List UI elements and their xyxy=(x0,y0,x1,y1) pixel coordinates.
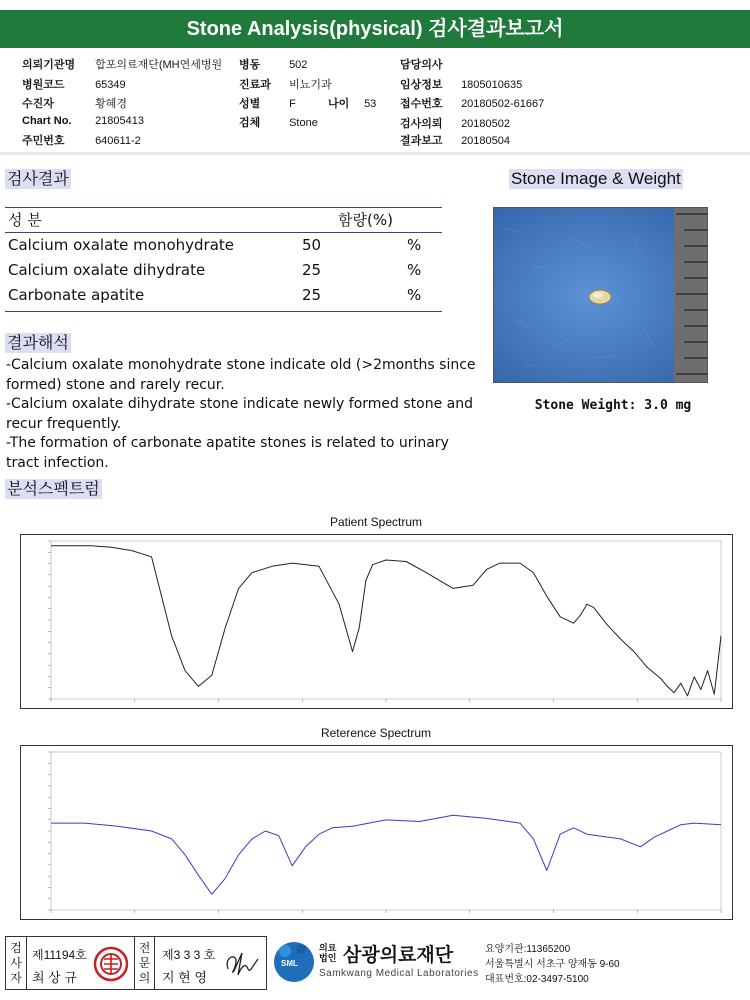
info-doctor xyxy=(400,56,459,72)
patient-spectrum-title: Patient Spectrum xyxy=(329,515,423,529)
signature-box xyxy=(5,936,267,990)
component-value: 50 xyxy=(302,236,322,254)
component-unit: % xyxy=(407,286,422,304)
table-bottom-rule xyxy=(5,311,442,312)
info-label: 결과보고 xyxy=(400,135,443,147)
org-phone: 대표번호:02-3497-5100 xyxy=(485,974,589,985)
info-clinical xyxy=(400,76,522,92)
interpretation-line: -The formation of carbonate apatite stones is related to urinary tract infection. xyxy=(6,435,449,471)
col-amount-header: 함량(%) xyxy=(338,211,393,229)
stone-photo xyxy=(493,207,708,383)
stone-image-heading: Stone Image & Weight xyxy=(511,169,681,188)
interpretation-heading: 결과해석 xyxy=(7,333,69,352)
info-label: 담당의사 xyxy=(400,59,443,71)
reference-spectrum-title: Reterence Spectrum xyxy=(320,726,432,740)
info-specimen xyxy=(239,114,318,130)
interpretation-text xyxy=(6,356,476,473)
stone-weight: Stone Weight: 3.0 mg xyxy=(534,398,692,413)
info-value: 20180502 xyxy=(461,118,511,130)
org-code: 요양기관:11365200 xyxy=(485,944,571,955)
info-ward xyxy=(239,56,307,72)
info-patient xyxy=(22,95,127,111)
interpretation-line: -Calcium oxalate monohydrate stone indicate old (>2months since formed) stone and rarely recur. xyxy=(6,357,476,393)
info-label: 수진자 xyxy=(22,98,54,110)
org-prefix: 의료법인 xyxy=(319,943,337,963)
info-sex xyxy=(239,95,296,111)
tester-license: 제11194호 xyxy=(32,948,87,962)
report-title: Stone Analysis(physical) 검사결과보고서 xyxy=(0,10,750,48)
info-value: Stone xyxy=(289,117,318,129)
component-name: Calcium oxalate monohydrate xyxy=(8,236,235,254)
info-value: 1805010635 xyxy=(461,79,523,91)
info-value: 20180502-61667 xyxy=(461,98,545,110)
info-label: 의뢰기관명 xyxy=(22,59,76,71)
info-label: 임상정보 xyxy=(400,79,443,91)
reference-spectrum-svg xyxy=(21,746,732,919)
info-label: 병동 xyxy=(239,59,261,71)
info-value: 합포의료재단(MH연세병원 xyxy=(95,59,223,71)
spectrum-heading: 분석스펙트럼 xyxy=(7,479,100,498)
info-chart-no xyxy=(22,115,144,127)
info-value: 비뇨기과 xyxy=(289,79,332,91)
table-top-rule xyxy=(5,207,442,208)
info-label: Chart No. xyxy=(22,115,72,127)
tester-seal-icon xyxy=(92,945,130,983)
info-label: 병원코드 xyxy=(22,79,65,91)
info-label: 나이 xyxy=(328,98,350,110)
footer xyxy=(0,935,750,995)
patient-spectrum-chart xyxy=(20,534,733,709)
info-request-date xyxy=(400,115,510,131)
specialist-signature-icon xyxy=(222,947,264,981)
org-english: Samkwang Medical Laboratories xyxy=(319,968,479,979)
tester-label: 검사자 xyxy=(6,937,27,989)
specialist-label: 전문의 xyxy=(134,937,155,989)
patient-spectrum-svg xyxy=(21,535,732,708)
component-value: 25 xyxy=(302,286,322,304)
reference-spectrum-chart xyxy=(20,745,733,920)
col-component-header: 성 분 xyxy=(8,211,42,229)
specialist-license: 제3 3 3 호 xyxy=(162,948,216,962)
table-header-rule xyxy=(5,232,442,233)
info-value: 502 xyxy=(289,59,308,71)
spectrum-line xyxy=(51,546,721,696)
info-value: 20180504 xyxy=(461,135,511,147)
info-report-date xyxy=(400,132,510,148)
component-name: Calcium oxalate dihydrate xyxy=(8,261,206,279)
plot-frame xyxy=(51,541,721,699)
info-label: 진료과 xyxy=(239,79,271,91)
info-label: 주민번호 xyxy=(22,135,65,147)
info-age xyxy=(328,95,376,111)
component-name: Carbonate apatite xyxy=(8,286,145,304)
spectrum-line xyxy=(51,815,721,894)
info-value: 65349 xyxy=(95,79,126,91)
org-address: 서울특별시 서초구 양재동 9-60 xyxy=(485,959,620,970)
info-receipt xyxy=(400,95,544,111)
info-hospital-code xyxy=(22,76,126,92)
info-label: 검사의뢰 xyxy=(400,118,443,130)
component-unit: % xyxy=(407,261,422,279)
info-value: 640611-2 xyxy=(95,135,141,147)
info-resident-no xyxy=(22,132,141,148)
info-value: 21805413 xyxy=(95,115,145,127)
sml-logo-text: SML xyxy=(281,959,298,968)
info-value: 황혜경 xyxy=(95,98,127,110)
info-label: 검체 xyxy=(239,117,261,129)
stone-photo-graphic xyxy=(494,208,708,383)
info-value: F xyxy=(289,98,296,110)
results-heading: 검사결과 xyxy=(7,169,69,188)
component-value: 25 xyxy=(302,261,322,279)
info-divider xyxy=(0,152,750,155)
specialist-name: 지 현 영 xyxy=(162,970,207,985)
component-unit: % xyxy=(407,236,422,254)
interpretation-line: -Calcium oxalate dihydrate stone indicate newly formed stone and recur frequently. xyxy=(6,396,474,432)
info-department xyxy=(239,76,332,92)
info-label: 성별 xyxy=(239,98,261,110)
tester-name: 최 상 규 xyxy=(32,970,77,985)
info-institution xyxy=(22,56,222,72)
info-value: 53 xyxy=(364,98,377,110)
info-label: 접수번호 xyxy=(400,98,443,110)
org-name: 삼광의료재단 xyxy=(343,945,454,966)
